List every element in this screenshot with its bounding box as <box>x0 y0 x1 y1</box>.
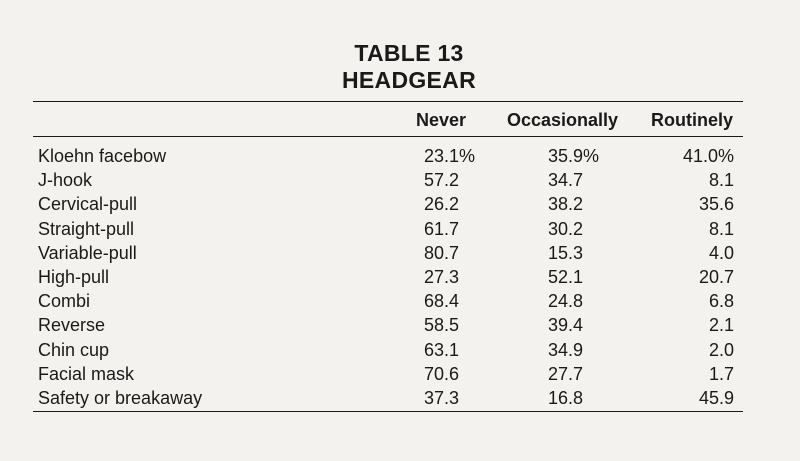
cell-routinely: 45.9 <box>698 387 734 408</box>
cell-never: 23.1% <box>424 146 476 166</box>
cell-routinely: 4.0 <box>708 242 734 263</box>
column-headers <box>0 110 800 134</box>
table-row <box>0 363 800 387</box>
table-caption: HEADGEAR <box>341 67 477 93</box>
cell-routinely: 41.0% <box>682 146 734 166</box>
column-header-occasionally: Occasionally <box>507 110 619 130</box>
cell-routinely: 6.8 <box>708 291 734 312</box>
row-label: Combi <box>38 291 91 312</box>
table-row <box>0 314 800 338</box>
cell-never: 58.5 <box>424 315 460 336</box>
cell-occasionally: 15.3 <box>548 242 584 263</box>
row-label: Kloehn facebow <box>38 146 167 166</box>
row-label: J-hook <box>38 170 93 191</box>
table-row <box>0 218 800 242</box>
cell-never: 57.2 <box>424 170 460 191</box>
table-number: TABLE 13 <box>354 40 464 66</box>
table-title <box>0 40 800 94</box>
cell-never: 26.2 <box>424 194 460 215</box>
table-row <box>0 387 800 411</box>
cell-occasionally: 38.2 <box>548 194 584 215</box>
cell-occasionally: 35.9% <box>548 146 600 166</box>
cell-never: 27.3 <box>424 266 460 287</box>
table-row <box>0 145 800 169</box>
row-label: Chin cup <box>38 339 110 360</box>
row-label: Safety or breakaway <box>38 387 203 408</box>
cell-never: 63.1 <box>424 339 460 360</box>
cell-routinely: 35.6 <box>698 194 734 215</box>
table-row <box>0 290 800 314</box>
table-row <box>0 169 800 193</box>
cell-routinely: 8.1 <box>708 170 734 191</box>
row-label: Reverse <box>38 315 106 336</box>
table-row <box>0 193 800 217</box>
cell-never: 80.7 <box>424 242 460 263</box>
cell-routinely: 8.1 <box>708 218 734 239</box>
table-body <box>0 145 800 411</box>
top-rule <box>33 101 743 102</box>
table-row <box>0 266 800 290</box>
cell-occasionally: 34.7 <box>548 170 584 191</box>
cell-never: 70.6 <box>424 363 460 384</box>
cell-routinely: 20.7 <box>698 266 734 287</box>
cell-occasionally: 52.1 <box>548 266 584 287</box>
cell-occasionally: 16.8 <box>548 387 584 408</box>
row-label: Cervical-pull <box>38 194 138 215</box>
cell-routinely: 2.0 <box>708 339 734 360</box>
row-label: High-pull <box>38 266 110 287</box>
header-rule <box>33 136 743 137</box>
cell-occasionally: 34.9 <box>548 339 584 360</box>
cell-occasionally: 30.2 <box>548 218 584 239</box>
column-header-never: Never <box>416 110 467 130</box>
cell-routinely: 1.7 <box>708 363 734 384</box>
cell-occasionally: 24.8 <box>548 291 584 312</box>
cell-never: 37.3 <box>424 387 460 408</box>
cell-occasionally: 27.7 <box>548 363 584 384</box>
column-header-routinely: Routinely <box>651 110 734 130</box>
row-label: Variable-pull <box>38 242 137 263</box>
bottom-rule <box>33 411 743 412</box>
cell-never: 61.7 <box>424 218 460 239</box>
cell-never: 68.4 <box>424 291 460 312</box>
cell-occasionally: 39.4 <box>548 315 584 336</box>
row-label: Facial mask <box>38 363 135 384</box>
table-row <box>0 242 800 266</box>
cell-routinely: 2.1 <box>708 315 734 336</box>
table-row <box>0 339 800 363</box>
row-label: Straight-pull <box>38 218 135 239</box>
